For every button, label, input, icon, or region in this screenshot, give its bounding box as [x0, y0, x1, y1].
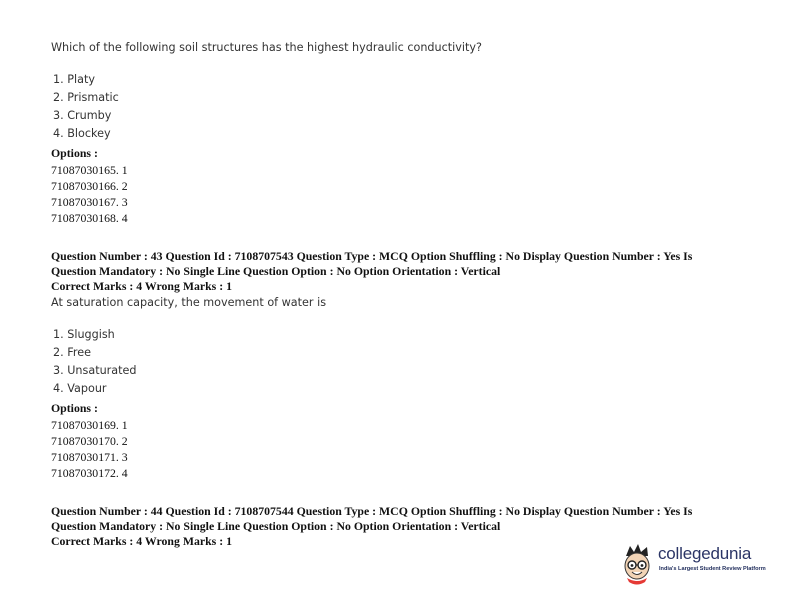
collegedunia-logo [618, 542, 768, 590]
q42-option-3: 3. Crumby [53, 109, 112, 122]
q44-marks-line: Correct Marks : 4 Wrong Marks : 1 [51, 534, 232, 548]
q43-option-2: 2. Free [53, 346, 91, 359]
q43-marks-line: Correct Marks : 4 Wrong Marks : 1 [51, 279, 232, 293]
q42-option-4: 4. Blockey [53, 127, 111, 140]
q42-option-id-4: 71087030168. 4 [51, 211, 128, 225]
q42-question-text: Which of the following soil structures has the highest hydraulic conductivity? [51, 41, 482, 54]
q43-meta-line-1: Question Number : 43 Question Id : 7108707543 Question Type : MCQ Option Shuffling : No Display Question Number : Yes Is [51, 249, 693, 263]
q43-option-id-3: 71087030171. 3 [51, 450, 128, 464]
q43-option-id-2: 71087030170. 2 [51, 434, 128, 448]
q42-option-2: 2. Prismatic [53, 91, 119, 104]
q42-option-id-3: 71087030167. 3 [51, 195, 128, 209]
q43-option-3: 3. Unsaturated [53, 364, 137, 377]
logo-wordmark: collegedunia [658, 544, 752, 563]
q43-option-id-4: 71087030172. 4 [51, 466, 128, 480]
q42-option-id-1: 71087030165. 1 [51, 163, 128, 177]
mascot-icon [618, 542, 658, 588]
document-page [51, 0, 751, 612]
q43-options-label: Options : [51, 401, 98, 415]
q44-meta-line-1: Question Number : 44 Question Id : 7108707544 Question Type : MCQ Option Shuffling : No Display Question Number : Yes Is [51, 504, 693, 518]
logo-tagline: India's Largest Student Review Platform [659, 566, 766, 572]
q42-options-label: Options : [51, 146, 98, 160]
q42-option-1: 1. Platy [53, 73, 95, 86]
q44-meta-line-2: Question Mandatory : No Single Line Question Option : No Option Orientation : Vertical [51, 519, 501, 533]
q43-option-id-1: 71087030169. 1 [51, 418, 128, 432]
q43-option-4: 4. Vapour [53, 382, 107, 395]
q42-option-id-2: 71087030166. 2 [51, 179, 128, 193]
q43-option-1: 1. Sluggish [53, 328, 115, 341]
q43-meta-line-2: Question Mandatory : No Single Line Question Option : No Option Orientation : Vertical [51, 264, 501, 278]
q43-question-text: At saturation capacity, the movement of water is [51, 296, 327, 309]
